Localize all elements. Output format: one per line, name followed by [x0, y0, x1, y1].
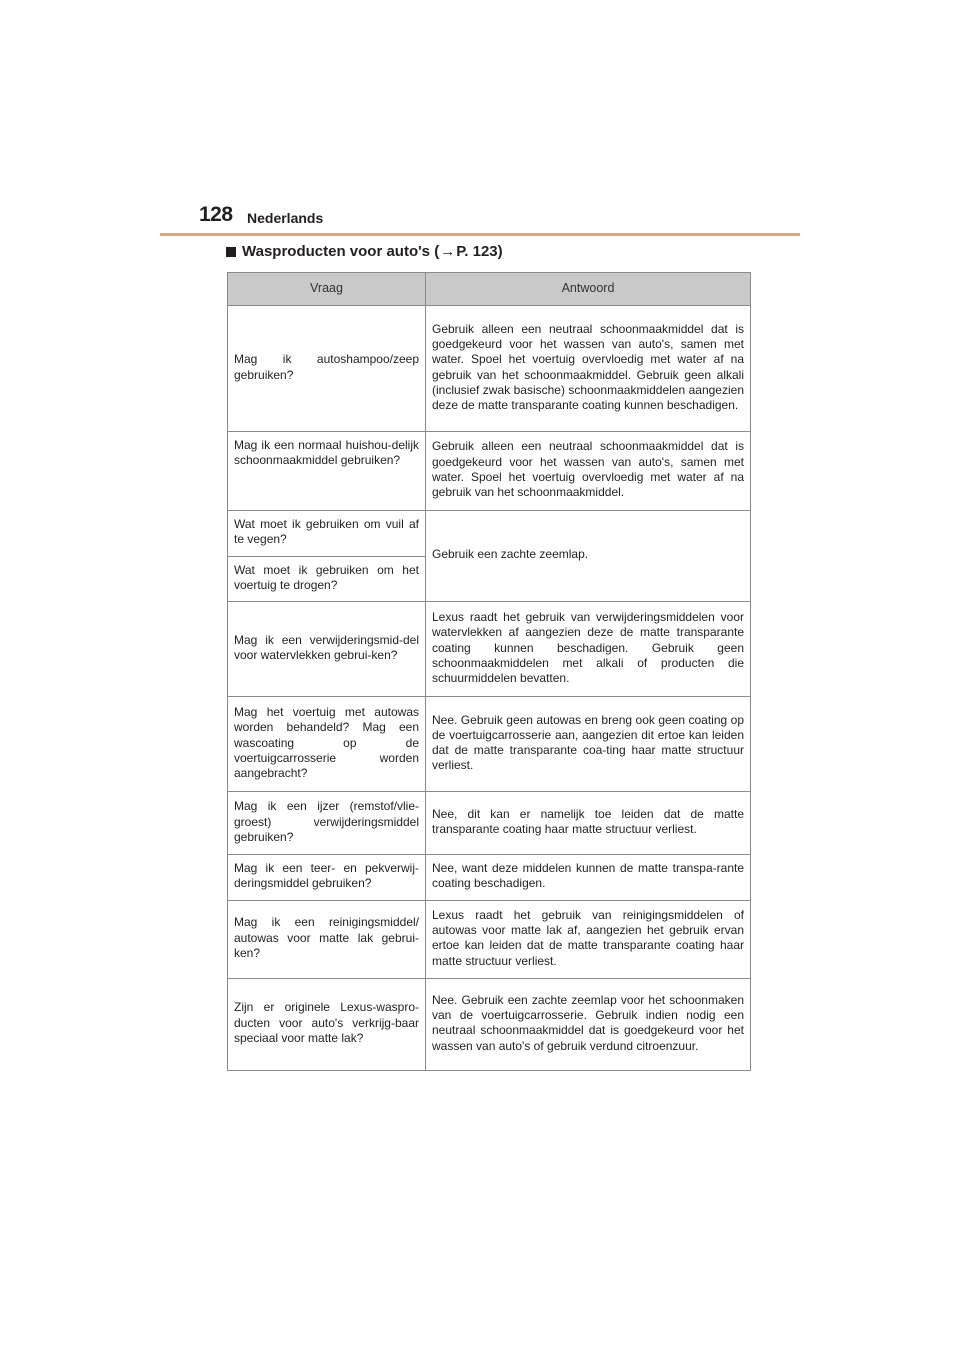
qa-table [227, 272, 751, 1071]
table-row [228, 978, 751, 1070]
answer-cell: Nee, want deze middelen kunnen de matte transpa-rante coating beschadigen. [426, 855, 751, 901]
answer-cell: Nee. Gebruik een zachte zeemlap voor het schoonmaken van de voertuigcarrosserie. Gebruik indien nodig een neutraal schoonmaakmiddel dat is goedgekeurd voor het wassen van auto's of gebruik verdund citroenzuur. [426, 978, 751, 1070]
answer-cell: Nee, dit kan er namelijk toe leiden dat de matte transparante coating haar matte structuur verliest. [426, 792, 751, 855]
table-row [228, 900, 751, 978]
question-cell: Mag ik autoshampoo/zeep gebruiken? [228, 306, 426, 432]
column-header-question: Vraag [228, 273, 426, 306]
question-cell: Mag ik een normaal huishou-delijk schoonmaakmiddel gebruiken? [228, 432, 426, 511]
question-cell: Wat moet ik gebruiken om het voertuig te drogen? [228, 556, 426, 602]
subsection-heading [226, 243, 503, 260]
table-row [228, 602, 751, 697]
question-cell: Mag ik een verwijderingsmid-del voor watervlekken gebrui-ken? [228, 602, 426, 697]
section-label: Nederlands [247, 210, 324, 226]
table-row [228, 432, 751, 511]
table-row [228, 792, 751, 855]
header-rule [160, 233, 800, 236]
table-row [228, 511, 751, 557]
table-row [228, 306, 751, 432]
square-bullet-icon [226, 247, 236, 257]
question-cell: Mag het voertuig met autowas worden behandeld? Mag een wascoating op de voertuigcarrosserie worden aangebracht? [228, 697, 426, 792]
answer-cell: Gebruik een zachte zeemlap. [426, 511, 751, 602]
table-row [228, 855, 751, 901]
answer-cell: Gebruik alleen een neutraal schoonmaakmiddel dat is goedgekeurd voor het wassen van auto's, samen met water. Spoel het voertuig overvloedig met water af na gebruik van het schoonmaakmiddel. [426, 432, 751, 511]
subsection-page-ref[interactable]: P. 123) [456, 243, 503, 260]
answer-cell: Nee. Gebruik geen autowas en breng ook geen coating op de voertuigcarrosserie aan, aangezien dit ertoe kan leiden dat de matte transparante coa-ting haar matte structuur verliest. [426, 697, 751, 792]
question-cell: Mag ik een ijzer (remstof/vlie-groest) verwijderingsmiddel gebruiken? [228, 792, 426, 855]
question-cell: Wat moet ik gebruiken om vuil af te vegen? [228, 511, 426, 557]
answer-cell: Lexus raadt het gebruik van reinigingsmiddelen of autowas voor matte lak af, aangezien het gebruik ervan ertoe kan leiden dat de matte transparante coating haar matte structuur verliest. [426, 900, 751, 978]
page-number: 128 [199, 203, 233, 226]
table-header-row [228, 273, 751, 306]
answer-cell: Lexus raadt het gebruik van verwijderingsmiddelen voor watervlekken af aangezien deze de matte transparante coating kunnen beschadigen. Gebruik geen schoonmaakmiddelen met alkali of producten die schuurmiddelen bevatten. [426, 602, 751, 697]
column-header-answer: Antwoord [426, 273, 751, 306]
answer-cell: Gebruik alleen een neutraal schoonmaakmiddel dat is goedgekeurd voor het wassen van auto's, samen met water. Spoel het voertuig overvloedig met water af na gebruik van het schoonmaakmiddel. Gebruik geen alkali (inclusief zwak basische) schoonmaakmiddelen aangezien deze de matte transparante coating kunnen beschadigen. [426, 306, 751, 432]
question-cell: Zijn er originele Lexus-waspro-ducten voor auto's verkrijg-baar speciaal voor matte lak? [228, 978, 426, 1070]
arrow-right-icon: → [440, 243, 456, 260]
subsection-title: Wasproducten voor auto's ( [242, 243, 440, 260]
question-cell: Mag ik een teer- en pekverwij-deringsmiddel gebruiken? [228, 855, 426, 901]
table-row [228, 697, 751, 792]
question-cell: Mag ik een reinigingsmiddel/ autowas voor matte lak gebrui-ken? [228, 900, 426, 978]
